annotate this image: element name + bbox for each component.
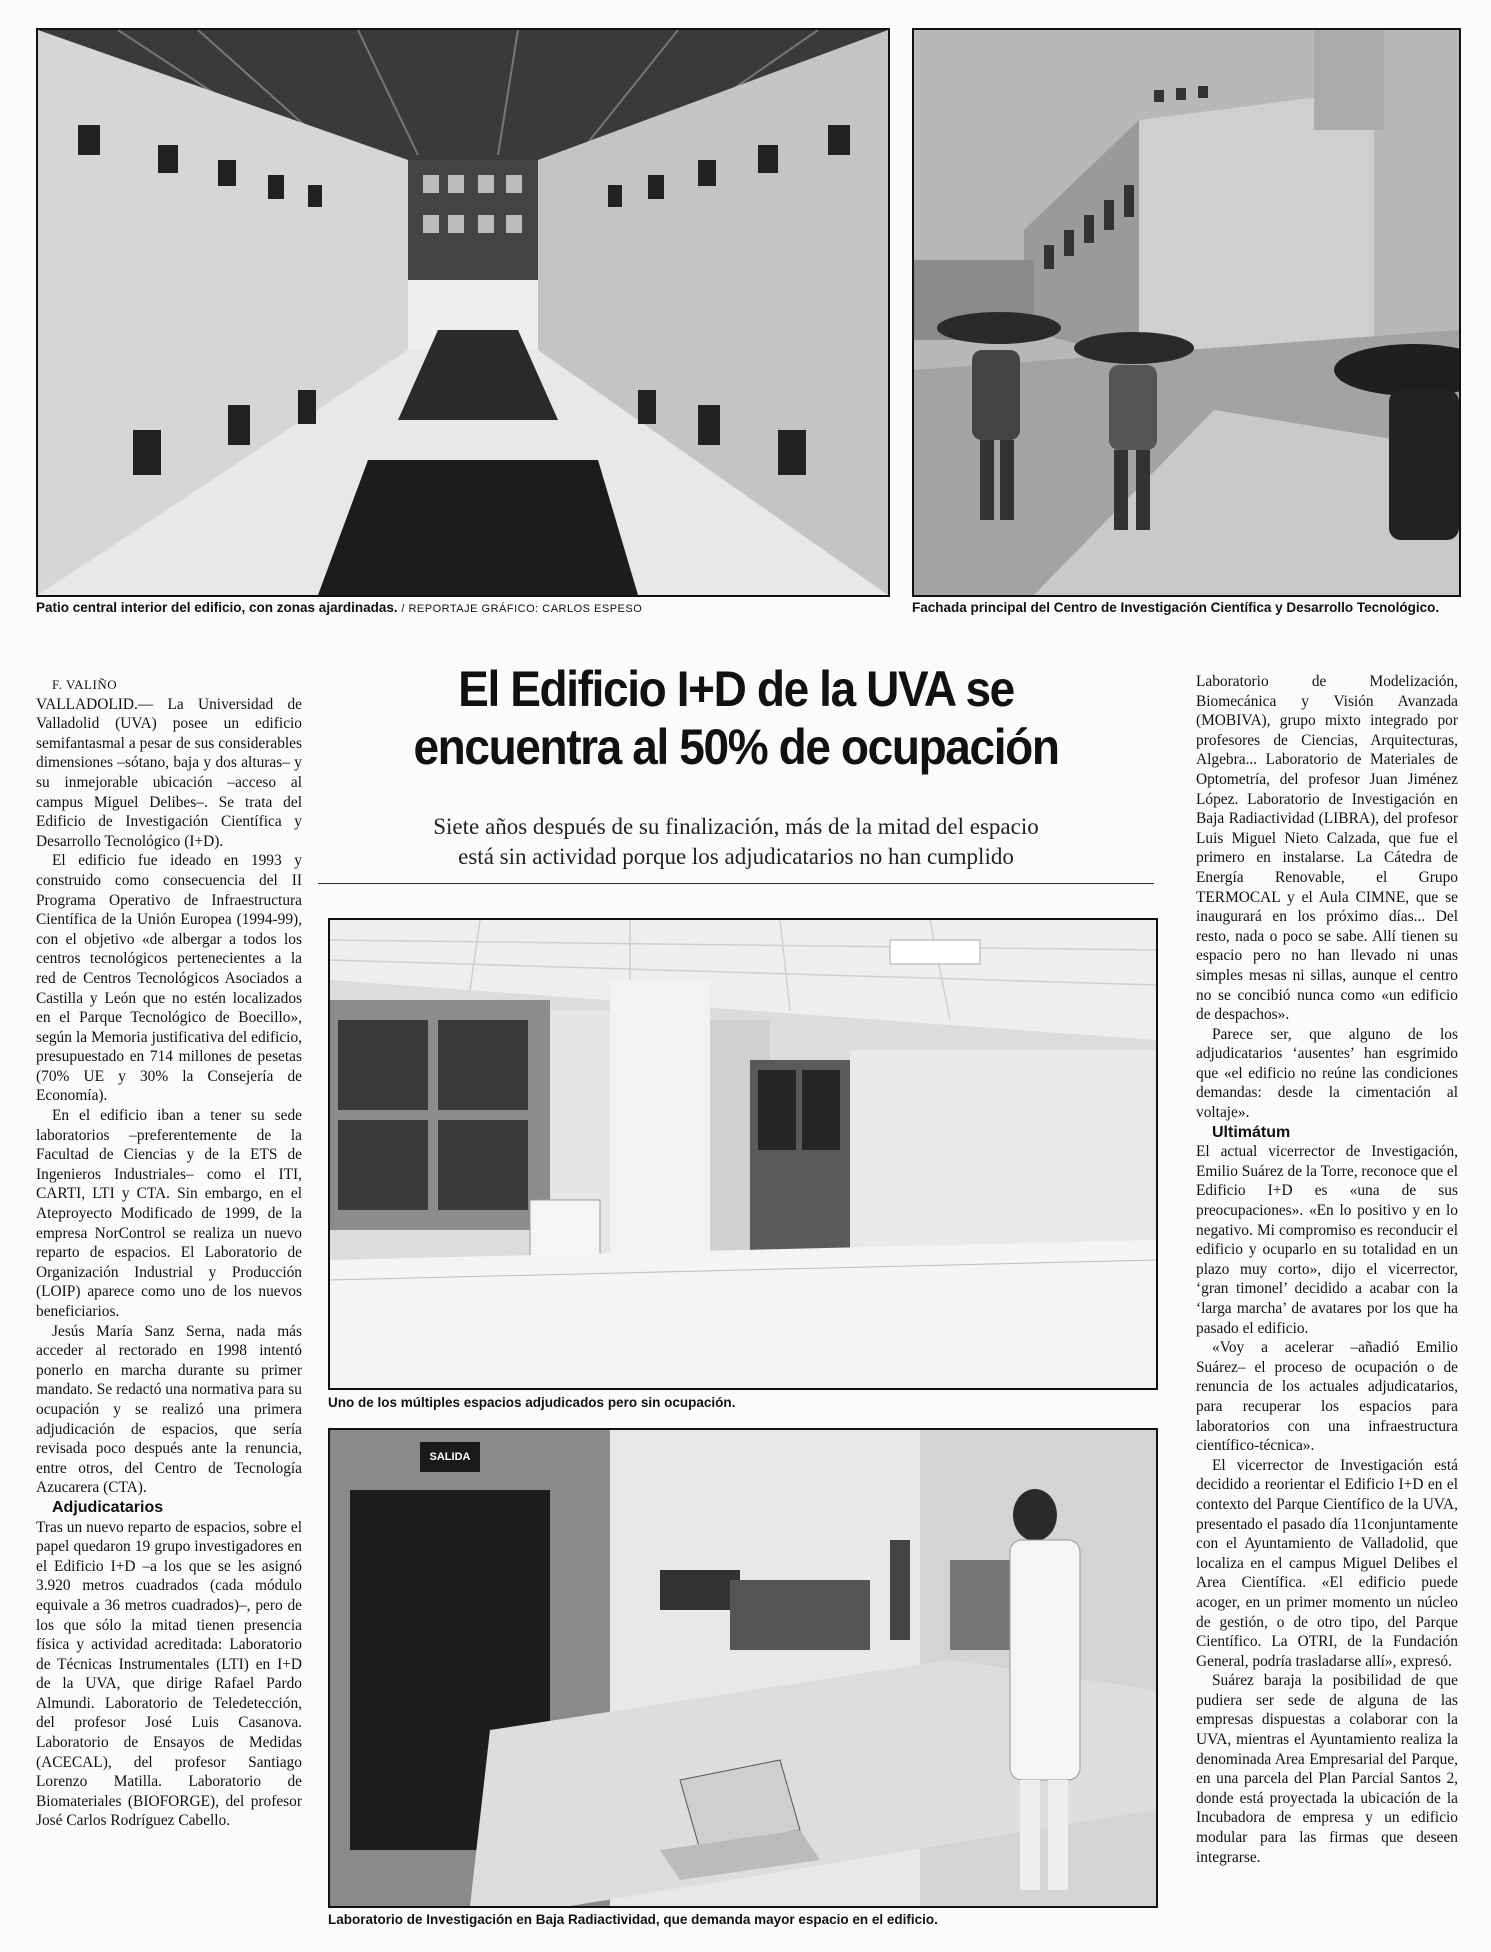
espacio-photo [328, 918, 1158, 1390]
subheading-ultimatum: Ultimátum [1212, 1123, 1291, 1141]
building-atrium-photo [38, 30, 888, 595]
deck [318, 812, 1154, 872]
headline [362, 660, 1109, 776]
deck-divider [318, 883, 1154, 884]
fachada-caption [912, 600, 1439, 615]
laboratory-photo [330, 1430, 1156, 1906]
byline: F. VALIÑO [52, 677, 118, 692]
fachada-caption-text: Fachada principal del Centro de Investigación Científica y Desarrollo Tecnológico. [912, 600, 1440, 615]
deck-line-1: Siete años después de su finalización, más de la mitad del espacio [433, 814, 1039, 839]
headline-line-2: encuentra al 50% de ocupación [413, 719, 1059, 775]
article-paragraph: En el edificio iban a tener su sede laboratorios –preferentemente de la Facultad de Ciencias y de la ETS de Ingenieros Industriales– como el ITI, CARTI, LTI y CTA. Sin embargo, en el Ateproyecto Modificado de 1999, de la empresa NorControl se realiza un nuevo reparto de espacios. El Laboratorio de Organización Industrial y Producción (LOIP) aparece como uno de los nuevos beneficiarios. [36, 1107, 302, 1320]
article-paragraph: El edificio fue ideado en 1993 y construido como consecuencia del II Programa Operativo de Infraestructura Científica de la Unión Europea (1994-99), con el objetivo «de albergar a todos los centros tecnológicos pertenecientes a la red de Centros Tecnológicos Asociados a Castilla y León que no estén localizados en el Parque Tecnológico de Boecillo», según la Memoria justificativa del edificio, presupuestado en 714 millones de pesetas (70% UE y 30% la Consejería de Economía). [36, 852, 302, 1105]
article-column-3 [1196, 672, 1458, 1867]
laboratorio-caption-text: Laboratorio de Investigación en Baja Radiactividad, que demanda mayor espacio en el edificio. [328, 1912, 938, 1927]
article-paragraph: VALLADOLID.— La Universidad de Valladolid (UVA) posee un edificio semifantasmal a pesar de sus considerables dimensiones –sótano, baja y dos alturas– y su inmejorable ubicación –acceso al campus Miguel Delibes–. Se trata del Edificio de Investigación Científica y Desarrollo Tecnológico (I+D). [36, 695, 302, 850]
fachada-photo [912, 28, 1461, 597]
exit-sign: SALIDA [429, 1451, 471, 1463]
deck-line-2: está sin actividad porque los adjudicatarios no han cumplido [458, 844, 1014, 869]
article-paragraph: Jesús María Sanz Serna, nada más acceder al rectorado en 1998 intentó ponerlo en marcha durante su primer mandato. Se redactó una normativa para su ocupación y se realizó una primera adjudicación de espacios, que sería revisada poco después ante la renuncia, entre otros, del Centro de Tecnología Azucarera (CTA). [36, 1322, 302, 1497]
espacio-caption-text: Uno de los múltiples espacios adjudicados pero sin ocupación. [328, 1395, 736, 1410]
article-paragraph: «Voy a acelerar –añadió Emilio Suárez– el proceso de ocupación o de renuncia de los actuales adjudicatarios, para recuperar los espacios para laboratorios con una infraestructura científico-técnica». [1196, 1339, 1458, 1455]
article-paragraph: Parece ser, que alguno de los adjudicatarios ‘ausentes’ han esgrimido que «el edificio no reúne las condiciones demandas: desde la cimentación al voltaje». [1196, 1025, 1458, 1122]
patio-caption-text: Patio central interior del edificio, con zonas ajardinadas. [36, 600, 398, 615]
article-paragraph: Tras un nuevo reparto de espacios, sobre el papel quedaron 19 grupo investigadores en el Edificio I+D –a los que se les asignó 3.920 metros cuadrados (cada módulo equivale a 36 metros cuadrados)–, pero de los que sólo la mitad tienen presencia física y actividad acreditada: Laboratorio de Técnicas Instrumentales (LTI) en I+D de la UVA, que dirige Rafael Pardo Almundi. Laboratorio de Teledetección, del profesor José Luis Casanova. Laboratorio de Ensayos de Medidas (ACECAL), del profesor Santiago Lorenzo Matilla. Laboratorio de Biomateriales (BIOFORGE), del profesor José Carlos Rodríguez Cabello. [36, 1518, 302, 1830]
empty-office-photo [330, 920, 1156, 1388]
patio-photo [36, 28, 890, 597]
article-paragraph: Laboratorio de Modelización, Biomecánica y Visión Avanzada (MOBIVA), grupo mixto integrado por profesores de Ciencias, Arquitecturas, Algebra... Laboratorio de Materiales de Optometría, del profesor Juan Jiménez López. Laboratorio de Investigación en Baja Radiactividad (LIBRA), del profesor Luis Miguel Nieto Calzada, que fue el primero en instalarse. La Cátedra de Energía Renovable, el Grupo TERMOCAL y el Aula CIMNE, que se inaugurará en los próximo días... Del resto, nada o poco se sabe. Allí tienen su espacio pero no han llevado ni unas simples mesas ni sillas, aunque el centro no se concibió nunca como «un edificio de despachos». [1196, 673, 1458, 1024]
building-facade-photo [914, 30, 1459, 595]
espacio-caption [328, 1395, 735, 1410]
patio-caption [36, 600, 642, 615]
headline-line-1: El Edificio I+D de la UVA se [458, 661, 1014, 717]
laboratorio-caption [328, 1912, 938, 1927]
article-paragraph: El actual vicerrector de Investigación, Emilio Suárez de la Torre, reconoce que el Edificio I+D es «una de sus preocupaciones». «En lo positivo y en lo negativo. Mi compromiso es reconducir el edificio y ocuparlo en su totalidad en un plazo muy corto», dijo el vicerrector, ‘gran timonel’ decidido a acabar con la ‘larga marcha’ de avatares por los que ha pasado el edificio. [1196, 1143, 1458, 1337]
subheading-adjudicatarios: Adjudicatarios [52, 1498, 164, 1516]
article-paragraph: El vicerrector de Investigación está decidido a reorientar el Edificio I+D en el contexto del Parque Científico de la UVA, presentado el pasado día 11conjuntamente con el Ayuntamiento de Valladolid, que localiza en el campus Miguel Delibes el Area Científica. «El edificio puede acoger, en un primer momento un núcleo de gestión, o de otro tipo, del Parque Científico. La OTRI, de la Fundación General, podría trasladarse allí», expresó. [1196, 1456, 1458, 1670]
laboratorio-photo [328, 1428, 1158, 1908]
photo-credit: / REPORTAJE GRÁFICO: CARLOS ESPESO [401, 603, 643, 615]
article-paragraph: Suárez baraja la posibilidad de que pudiera ser sede de alguna de las empresas dispuestas a colaborar con la UVA, mientras el Ayuntamiento realiza la denominada Area Empresarial del Parque, en una parcela del Plan Parcial Santos 2, donde está proyectada la ubicación de la Incubadora de empresa y un edificio modular para las firmas que deseen integrarse. [1196, 1672, 1458, 1866]
article-column-1 [36, 675, 302, 1831]
